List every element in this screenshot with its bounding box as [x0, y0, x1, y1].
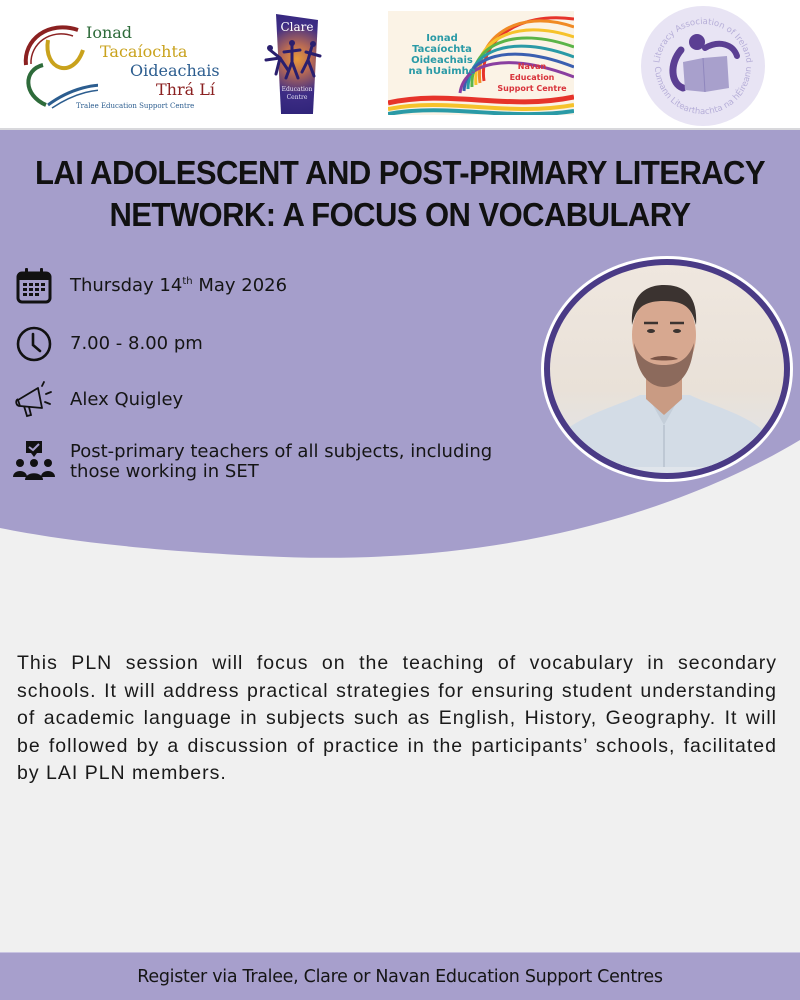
event-audience-row	[12, 440, 492, 482]
event-date-day: Thursday 14	[70, 275, 183, 296]
event-date-row	[12, 266, 287, 306]
partner-logos-band	[0, 0, 800, 130]
tralee-logo-line3: Oideachais	[130, 61, 220, 80]
event-title-line2: NETWORK: A FOCUS ON VOCABULARY	[109, 196, 691, 233]
speaker-silhouette-icon	[550, 265, 778, 467]
navan-irish-line3: Oideachais	[411, 55, 473, 66]
tralee-logo-line2: Tacaíochta	[100, 42, 188, 61]
registration-info: Register via Tralee, Clare or Navan Education Support Centres	[137, 966, 663, 987]
tralee-logo-line1: Ionad	[86, 23, 133, 42]
navan-logo-irish-name	[402, 33, 482, 77]
navan-irish-line1: Ionad	[426, 33, 458, 44]
event-speaker: Alex Quigley	[70, 389, 184, 410]
event-title	[24, 152, 776, 236]
literacy-association-of-ireland-logo	[641, 6, 765, 126]
clare-logo-subtitle	[276, 86, 318, 102]
navan-english-line3: Support Centre	[497, 84, 567, 93]
speaker-portrait-ring	[544, 259, 790, 479]
event-time: 7.00 - 8.00 pm	[70, 333, 203, 354]
calendar-icon	[12, 266, 56, 306]
megaphone-icon	[12, 380, 56, 420]
tralee-logo-subtitle: Tralee Education Support Centre	[76, 102, 195, 110]
clare-logo-name: Clare	[280, 20, 314, 34]
speaker-portrait	[541, 256, 793, 482]
audience-group-icon	[12, 440, 56, 480]
dancing-figures-icon	[262, 40, 324, 84]
navan-irish-line4: na hUaimhe	[408, 66, 476, 77]
navan-english-line2: Education	[509, 73, 555, 82]
event-date-ordinal: th	[182, 276, 193, 287]
event-audience-line2: those working in SET	[70, 461, 259, 482]
speaker-photo	[550, 265, 784, 473]
svg-text:Literacy Association of Irelan: Literacy Association of Ireland	[652, 16, 754, 64]
event-date-month-year: May 2026	[192, 275, 288, 296]
clare-logo-subtitle-line2: Centre	[286, 94, 308, 101]
event-title-line1: LAI ADOLESCENT AND POST-PRIMARY LITERACY	[35, 154, 765, 191]
navan-irish-line2: Tacaíochta	[412, 44, 472, 55]
event-audience-line1: Post-primary teachers of all subjects, including	[70, 441, 493, 462]
lai-reader-book-icon	[641, 6, 765, 126]
event-date	[70, 276, 287, 296]
svg-text:Cumann Litearthachta na hÉirea: Cumann Litearthachta na hÉireann	[651, 66, 755, 118]
registration-footer	[0, 952, 800, 1000]
event-audience	[70, 442, 492, 482]
event-time-row	[12, 324, 203, 364]
clare-education-centre-logo	[262, 14, 324, 116]
navan-english-line1: Navan	[517, 62, 547, 71]
clare-logo-subtitle-line1: Education	[281, 86, 313, 93]
navan-education-support-centre-logo	[388, 11, 574, 115]
tralee-education-support-centre-logo	[18, 20, 218, 115]
clock-icon	[12, 324, 56, 364]
event-description: This PLN session will focus on the teaching of vocabulary in secondary schools. It will address practical strategies for ensuring student understanding of academic language in subjects such as English, History, Geography. It will be followed by a discussion of practice in the participants’ schools, facilitated by LAI PLN members.	[17, 652, 777, 784]
tralee-logo-line4: Thrá Lí	[156, 80, 215, 99]
navan-logo-english-name	[492, 61, 572, 94]
event-hero-section	[0, 130, 800, 560]
event-speaker-row	[12, 380, 183, 420]
